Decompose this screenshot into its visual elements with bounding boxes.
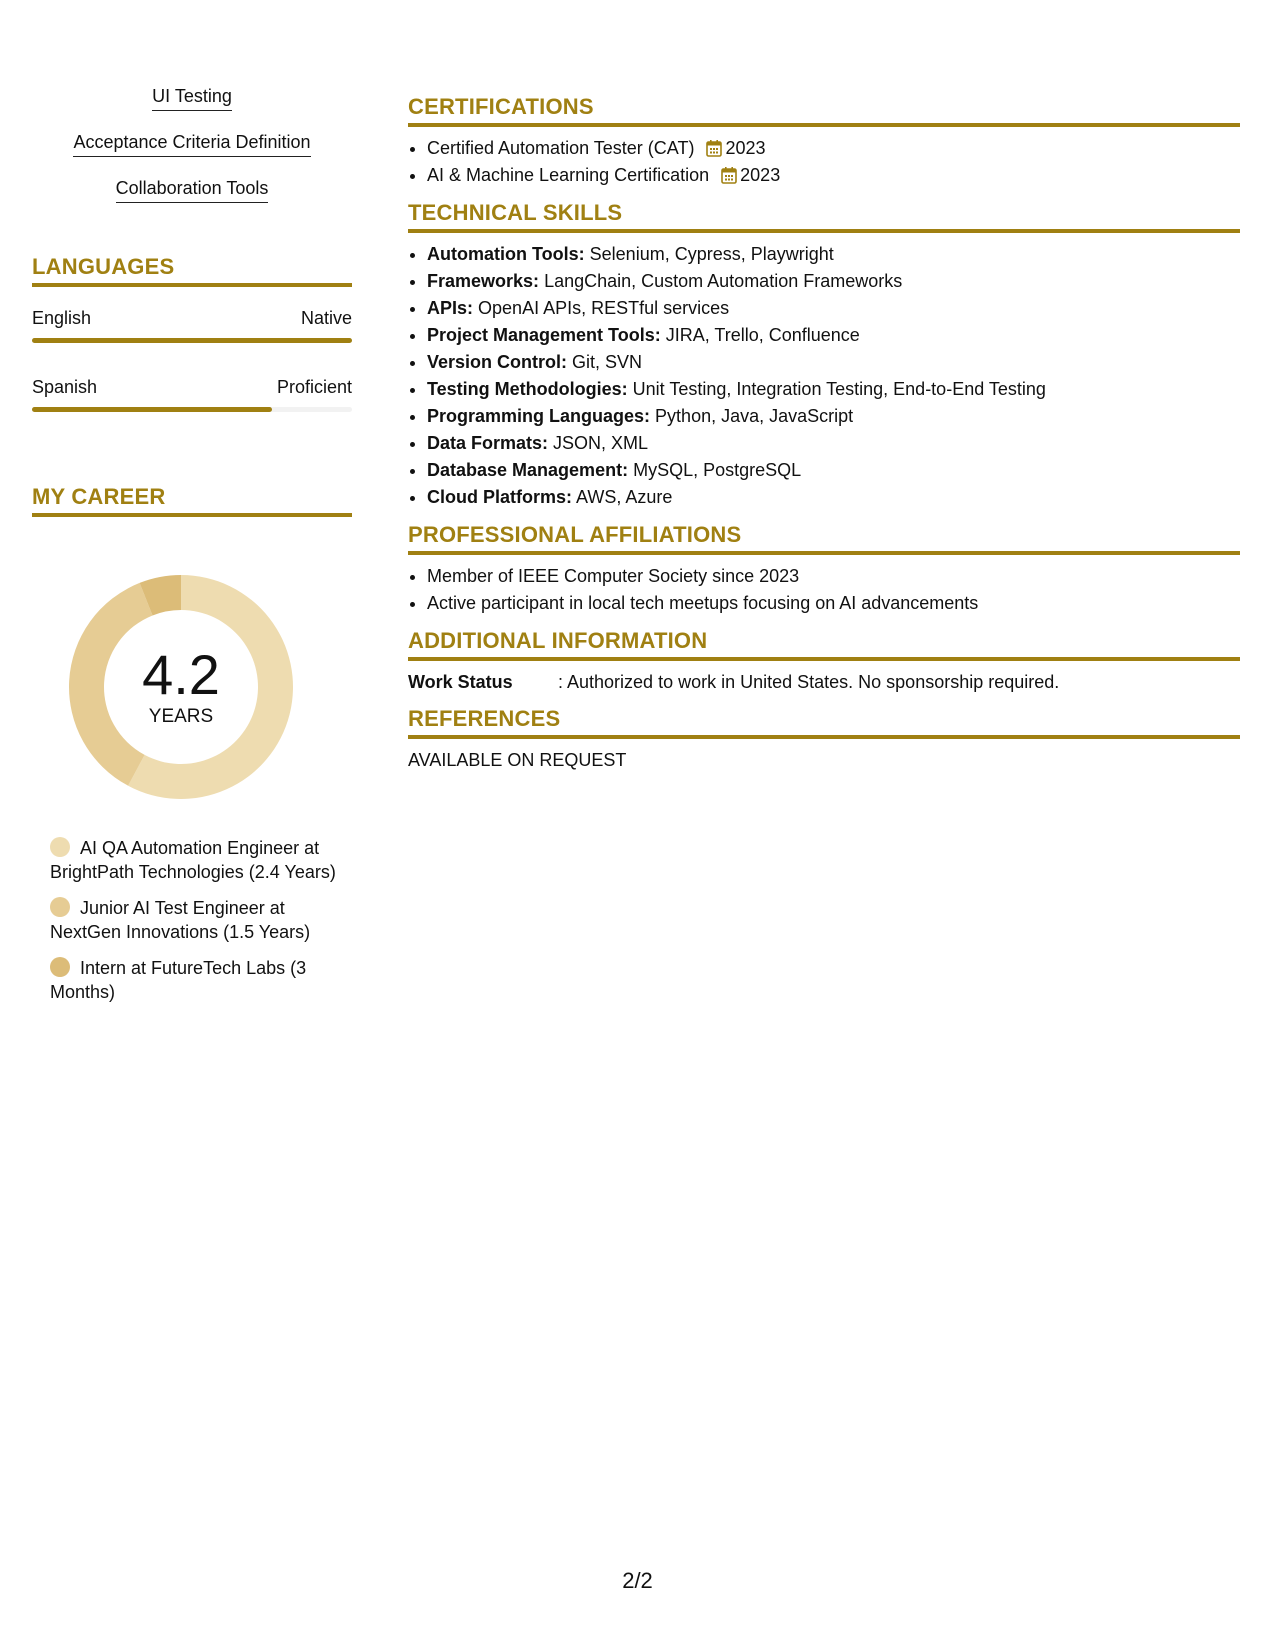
additional-info-section [408,628,1240,695]
language-name: Spanish [32,377,98,397]
skill-item: • Cloud Platforms: AWS, Azure [427,484,1240,511]
calendar-icon [706,139,722,157]
technical-skills-section [408,200,1240,511]
language-bar-fill [32,338,352,343]
affiliation-item: • Member of IEEE Computer Society since 2023 [427,563,1240,590]
calendar-icon [721,166,737,184]
references-section [408,706,1240,773]
skill-item: • Data Formats: JSON, XML [427,430,1240,457]
work-status-label: Work Status [408,672,513,692]
languages-heading: LANGUAGES [32,254,352,287]
references-heading: REFERENCES [408,706,1240,739]
career-total-years: 4.2 [142,643,220,706]
skill-item: • Automation Tools: Selenium, Cypress, Playwright [427,241,1240,268]
career-legend-item: Intern at FutureTech Labs (3 Months) [50,958,307,1002]
skill-item: • Project Management Tools: JIRA, Trello, Confluence [427,322,1240,349]
references-text: AVAILABLE ON REQUEST [408,750,627,770]
affiliation-item: • Active participant in local tech meetups focusing on AI advancements [427,590,1240,617]
additional-info-heading: ADDITIONAL INFORMATION [408,628,1240,661]
certification-item: • Certified Automation Tester (CAT) 2023 [427,135,1240,162]
left-column [32,84,352,1002]
legend-dot-icon [50,837,70,857]
language-bar [32,338,352,343]
skill-item: • Testing Methodologies: Unit Testing, Integration Testing, End-to-End Testing [427,376,1240,403]
work-status-value: : Authorized to work in United States. No sponsorship required. [558,672,1060,692]
legend-dot-icon [50,897,70,917]
skill-tag: Acceptance Criteria Definition [73,130,310,157]
affiliations-heading: PROFESSIONAL AFFILIATIONS [408,522,1240,555]
skill-item: • Programming Languages: Python, Java, JavaScript [427,403,1240,430]
page-number: 2/2 [622,1568,653,1593]
career-legend-item: AI QA Automation Engineer at BrightPath Technologies (2.4 Years) [50,838,336,882]
language-bar [32,407,352,412]
language-level: Proficient [276,377,352,397]
language-english [32,307,352,343]
language-level: Native [300,308,352,328]
legend-dot-icon [50,957,70,977]
skill-item: • Version Control: Git, SVN [427,349,1240,376]
right-column [408,94,1240,784]
affiliations-section [408,522,1240,617]
skill-tags [32,84,352,222]
language-bar-fill [32,407,272,412]
career-legend [50,836,340,1016]
technical-skills-heading: TECHNICAL SKILLS [408,200,1240,233]
certifications-section [408,94,1240,189]
language-name: English [32,308,92,328]
skill-tag: Collaboration Tools [116,176,269,203]
certification-item: • AI & Machine Learning Certification 2023 [427,162,1240,189]
career-donut-chart [66,572,296,802]
skill-item: • Frameworks: LangChain, Custom Automation Frameworks [427,268,1240,295]
work-status-row [408,669,1240,695]
skill-item: • APIs: OpenAI APIs, RESTful services [427,295,1240,322]
language-spanish [32,376,352,412]
career-legend-item: Junior AI Test Engineer at NextGen Innovations (1.5 Years) [50,898,311,942]
certifications-heading: CERTIFICATIONS [408,94,1240,127]
skill-tag: UI Testing [152,84,232,111]
career-heading: MY CAREER [32,484,352,517]
career-total-unit: YEARS [148,706,214,727]
skill-item: • Database Management: MySQL, PostgreSQL [427,457,1240,484]
